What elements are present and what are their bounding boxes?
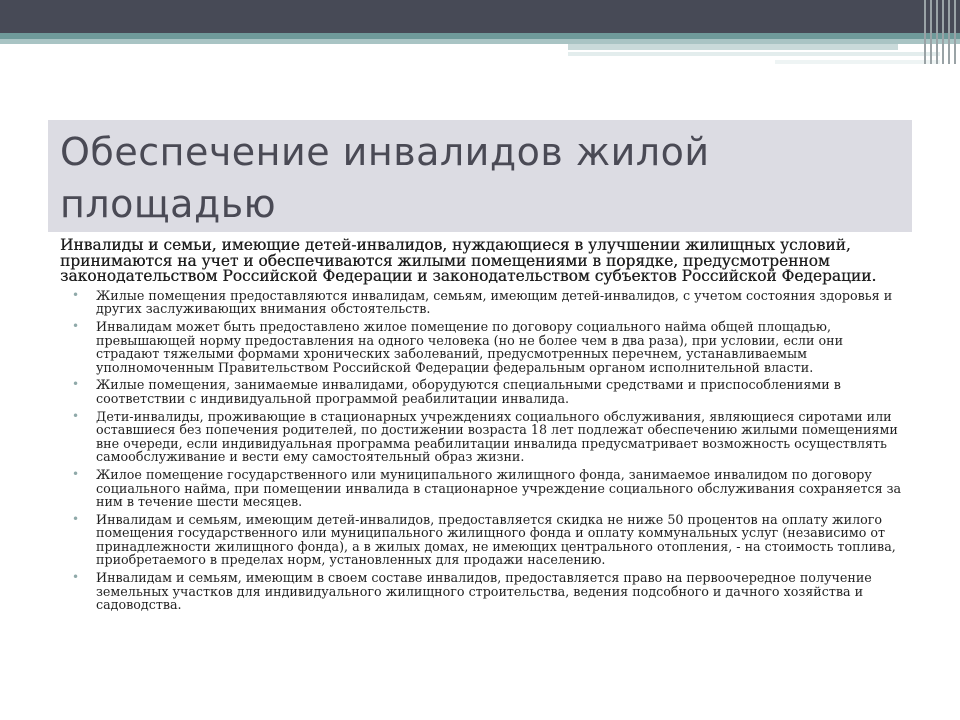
decorative-stripes bbox=[922, 0, 960, 64]
bullet-item bbox=[60, 378, 910, 405]
bullet-icon: • bbox=[72, 408, 80, 423]
lead-paragraph: Инвалиды и семьи, имеющие детей-инвалидов, нуждающиеся в улучшении жилищных условий, принимаются на учет и обеспечиваются жилыми помещениями в порядке, предусмотренном законодательством Российской Федерации и законодательством субъектов Российской Федерации. bbox=[60, 236, 877, 286]
bullet-text: Дети-инвалиды, проживающие в стационарных учреждениях социального обслуживания, являющиеся сиротами или оставшиеся без попечения родителей, по достижении возраста 18 лет подлежат обеспечению жилыми помещениями вне очереди, если индивидуальная программа реабилитации инвалида предусматривает возможность осуществлять самообслуживание и вести ему самостоятельный образ жизни. bbox=[96, 408, 898, 465]
bullet-item bbox=[60, 571, 910, 612]
bullet-text: Инвалидам может быть предоставлено жилое помещение по договору социального найма общей площадью, превышающей норму предоставления на одного человека (но не более чем в два раза), при условии, если они страдают тяжелыми формами хронических заболеваний, предусмотренных перечнем, устанавливаемым уполномоченным Правительством Российской Федерации федеральным органом исполнительной власти. bbox=[96, 318, 844, 375]
bullet-icon: • bbox=[72, 466, 80, 481]
bullet-item bbox=[60, 320, 910, 374]
decorative-bar bbox=[568, 44, 898, 50]
slide-title: Обеспечение инвалидов жилой площадью bbox=[60, 130, 710, 226]
bullet-icon: • bbox=[72, 318, 80, 333]
bullet-item bbox=[60, 410, 910, 464]
decorative-bar bbox=[775, 60, 940, 64]
bullet-icon: • bbox=[72, 287, 80, 302]
bullet-item bbox=[60, 468, 910, 509]
slide-content bbox=[60, 238, 910, 616]
title-box bbox=[48, 120, 912, 232]
bullet-text: Инвалидам и семьям, имеющим в своем составе инвалидов, предоставляется право на первоочередное получение земельных участков для индивидуального жилищного строительства, ведения подсобного и дачного хозяйства и садоводства. bbox=[96, 570, 872, 613]
bullet-text: Жилые помещения, занимаемые инвалидами, оборудуются специальными средствами и приспособлениями в соответствии с индивидуальной программой реабилитации инвалида. bbox=[96, 377, 841, 406]
bullet-item bbox=[60, 289, 910, 316]
bullet-icon: • bbox=[72, 511, 80, 526]
bullet-icon: • bbox=[72, 570, 80, 585]
bullet-text: Жилое помещение государственного или муниципального жилищного фонда, занимаемое инвалидом по договору социального найма, при помещении инвалида в стационарное учреждение социального обслуживания сохраняется за ним в течение шести месяцев. bbox=[96, 466, 902, 510]
bullet-item bbox=[60, 513, 910, 567]
bullet-text: Инвалидам и семьям, имеющим детей-инвалидов, предоставляется скидка не ниже 50 процентов на оплату жилого помещения государственного или муниципального жилищного фонда и оплату коммунальных услуг (независимо от принадлежности жилищного фонда), а в жилых домах, не имеющих центрального отопления, - на стоимость топлива, приобретаемого в пределах норм, установленных для продажи населению. bbox=[96, 511, 896, 568]
bullet-text: Жилые помещения предоставляются инвалидам, семьям, имеющим детей-инвалидов, с учетом состояния здоровья и других заслуживающих внимания обстоятельств. bbox=[96, 287, 893, 317]
bullet-icon: • bbox=[72, 377, 80, 392]
header-band bbox=[0, 0, 960, 33]
bullet-list bbox=[60, 289, 910, 612]
decorative-bar bbox=[568, 52, 940, 56]
